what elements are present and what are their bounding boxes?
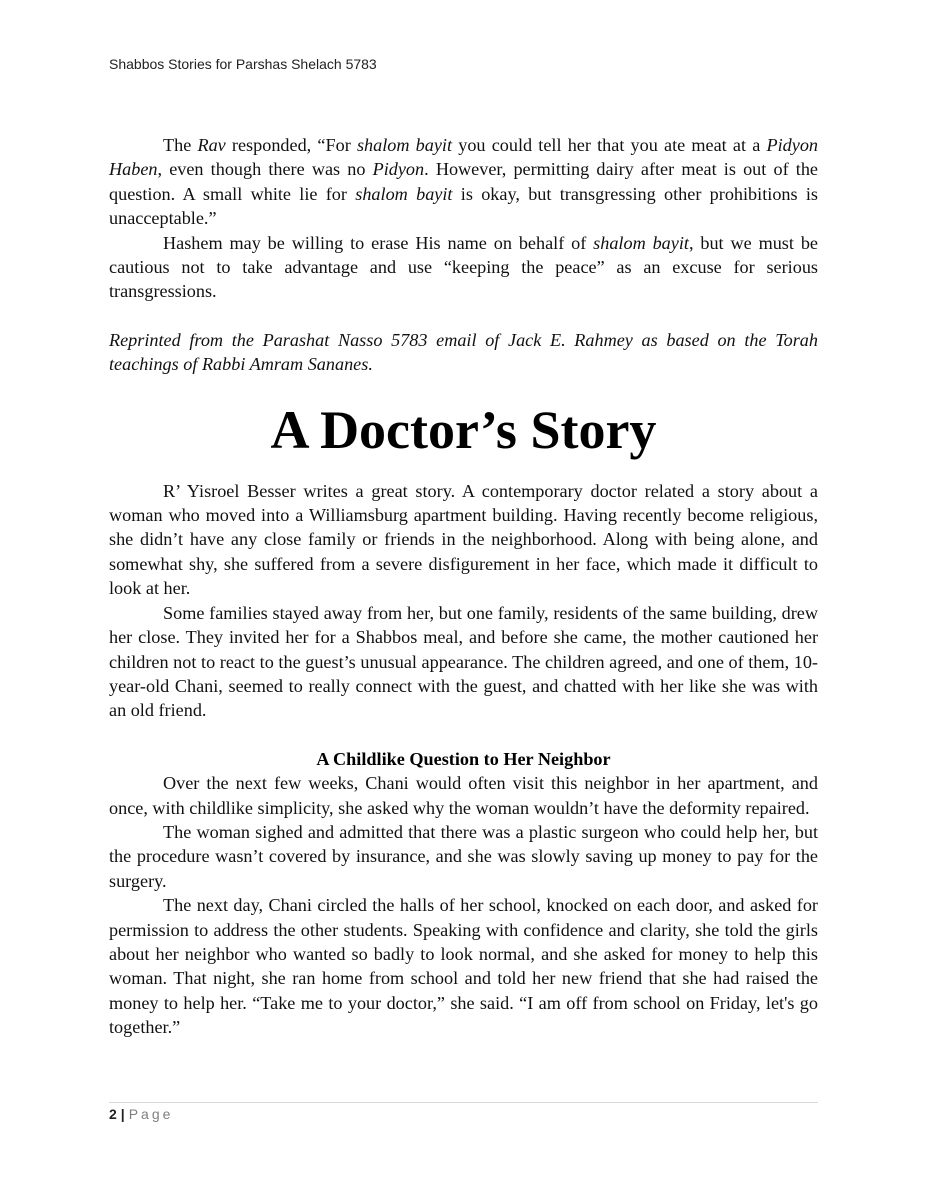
page-number: 2 (109, 1106, 117, 1122)
footer-separator: | (120, 1106, 125, 1122)
story-paragraph-4: The woman sighed and admitted that there was a plastic surgeon who could help her, but the procedure wasn’t covered by insurance, and she was slowly saving up money to pay for the surgery. (109, 821, 818, 891)
story-title: A Doctor’s Story (270, 399, 657, 460)
page-footer (109, 1106, 173, 1122)
footer-divider (109, 1102, 818, 1103)
story-paragraph-1: R’ Yisroel Besser writes a great story. A contemporary doctor related a story about a woman who moved into a Williamsburg apartment building. Having recently become religious, she didn’t have any close family or friends in the neighborhood. Along with being alone, and somewhat shy, she suffered from a severe disfigurement in her face, which made it difficult to look at her. (109, 480, 818, 599)
story-paragraph-5: The next day, Chani circled the halls of her school, knocked on each door, and asked for permission to address the other students. Speaking with confidence and clarity, she told the girls about her neighbor who wanted so badly to look normal, and she asked for money to help this woman. That night, she ran home from school and told her new friend that she had raised the money to help her. “Take me to your doctor,” she said. “I am off from school on Friday, let's go together.” (109, 895, 818, 1038)
spacer (109, 723, 818, 747)
intro-paragraph-1: The Rav responded, “For shalom bayit you could tell her that you ate meat at a Pidyon Haben, even though there was no Pidyon. However, permitting dairy after meat is out of the question. A small white lie for shalom bayit is okay, but transgressing other prohibitions is unacceptable.” (109, 135, 819, 229)
page-label: Page (128, 1106, 174, 1122)
section-subheading: A Childlike Question to Her Neighbor (316, 748, 611, 769)
reprint-credit: Reprinted from the Parashat Nasso 5783 email of Jack E. Rahmey as based on the Torah teachings of Rabbi Amram Sananes. (109, 329, 818, 375)
running-header: Shabbos Stories for Parshas Shelach 5783 (109, 56, 377, 72)
story-paragraph-3: Over the next few weeks, Chani would often visit this neighbor in her apartment, and once, with childlike simplicity, she asked why the woman wouldn’t have the deformity repaired. (109, 773, 818, 818)
spacer (109, 304, 818, 328)
page-body (109, 133, 818, 1040)
story-paragraph-2: Some families stayed away from her, but one family, residents of the same building, drew her close. They invited her for a Shabbos meal, and before she came, the mother cautioned her children not to react to the guest’s unusual appearance. The children agreed, and one of them, 10-year-old Chani, seemed to really connect with the guest, and chatted with her like she was with an old friend. (109, 602, 818, 721)
intro-paragraph-2: Hashem may be willing to erase His name on behalf of shalom bayit, but we must be cautious not to take advantage and use “keeping the peace” as an excuse for serious transgressions. (109, 232, 818, 302)
